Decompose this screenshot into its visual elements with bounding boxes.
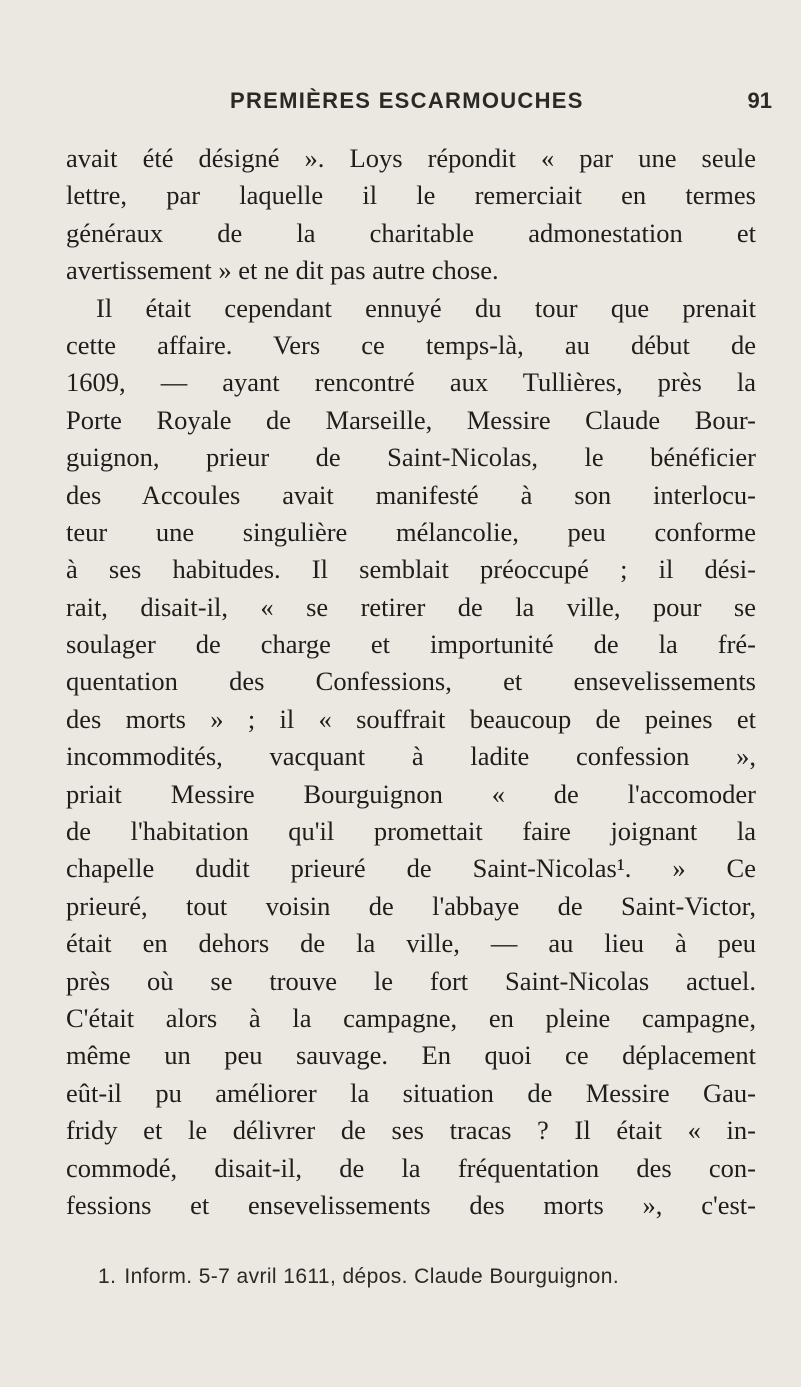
text-line: même un peu sauvage. En quoi ce déplacement (66, 1040, 756, 1071)
page-header (84, 88, 784, 122)
text-line: près où se trouve le fort Saint-Nicolas actuel. (66, 965, 756, 996)
text-line: fessions et ensevelissements des morts », c'est- (66, 1189, 756, 1220)
text-line: soulager de charge et importunité de la fré- (66, 629, 756, 660)
footnote-text: Inform. 5-7 avril 1611, dépos. Claude Bourguignon. (124, 1265, 620, 1288)
text-line: priait Messire Bourguignon « de l'accomoder (66, 778, 756, 809)
page-number: 91 (747, 88, 772, 113)
footnote (98, 1265, 758, 1289)
text-line: fridy et le délivrer de ses tracas ? Il était « in- (66, 1115, 756, 1146)
text-line: quentation des Confessions, et ensevelissements (66, 666, 756, 697)
text-line: commodé, disait-il, de la fréquentation des con- (66, 1152, 756, 1183)
text-line: des morts » ; il « souffrait beaucoup de peines et (66, 703, 756, 734)
text-line: teur une singulière mélancolie, peu conforme (66, 516, 756, 547)
text-line: Il était cependant ennuyé du tour que prenait (96, 292, 756, 323)
text-line: généraux de la charitable admonestation et (66, 217, 756, 248)
text-line: Porte Royale de Marseille, Messire Claude Bour- (66, 404, 756, 435)
text-line: de l'habitation qu'il promettait faire joignant la (66, 816, 756, 847)
text-line: incommodités, vacquant à ladite confession », (66, 741, 756, 772)
text-line: eût-il pu améliorer la situation de Messire Gau- (66, 1077, 756, 1108)
text-line: avait été désigné ». Loys répondit « par une seule (66, 143, 756, 173)
text-line: des Accoules avait manifesté à son interlocu- (66, 479, 756, 510)
text-line: 1609, — ayant rencontré aux Tullières, près la (66, 367, 756, 398)
text-line: à ses habitudes. Il semblait préoccupé ; il dési- (66, 554, 756, 585)
text-line: prieuré, tout voisin de l'abbaye de Saint-Victor, (66, 890, 756, 921)
text-line: était en dehors de la ville, — au lieu à peu (66, 928, 756, 959)
text-line: lettre, par laquelle il le remerciait en termes (66, 180, 756, 211)
footnote-marker: 1. (98, 1265, 117, 1288)
text-line: guignon, prieur de Saint-Nicolas, le bénéficier (66, 442, 756, 473)
text-line: C'était alors à la campagne, en pleine campagne, (66, 1002, 756, 1033)
text-line: cette affaire. Vers ce temps-là, au début de (66, 329, 756, 360)
text-line: chapelle dudit prieuré de Saint-Nicolas¹. » Ce (66, 853, 756, 884)
text-line: rait, disait-il, « se retirer de la ville, pour se (66, 591, 756, 622)
running-title: PREMIÈRES ESCARMOUCHES (230, 88, 584, 113)
body-text (66, 140, 756, 1224)
text-line: avertissement » et ne dit pas autre chose. (66, 255, 499, 286)
